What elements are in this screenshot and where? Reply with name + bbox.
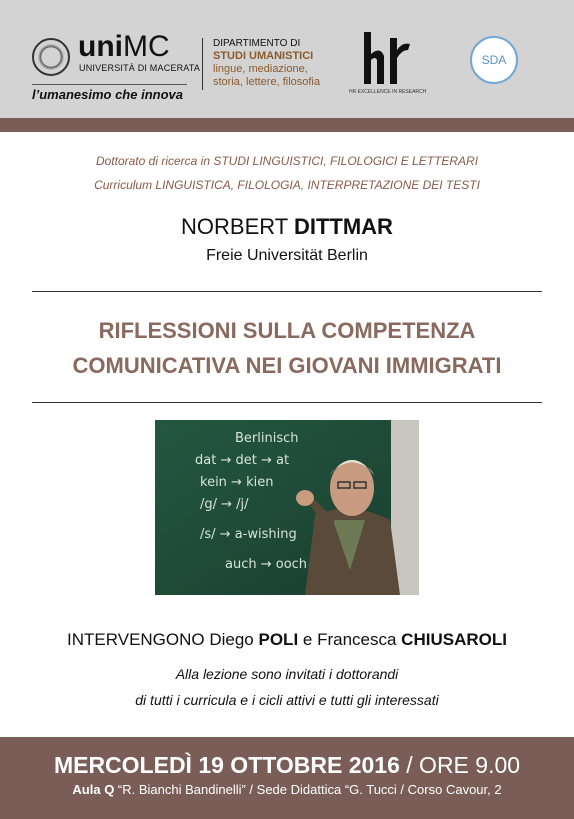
hr-caption: HR EXCELLENCE IN RESEARCH — [349, 89, 427, 95]
brown-band — [0, 118, 574, 132]
board-line-3: kein → kien — [200, 475, 274, 490]
event-location: Aula Q “R. Bianchi Bandinelli” / Sede Didattica “G. Tucci / Corso Cavour, 2 — [72, 782, 502, 797]
unimc-logo: uniMC — [78, 30, 170, 63]
tagline: l’umanesimo che innova — [32, 84, 187, 102]
speaker-name: NORBERT DITTMAR — [181, 214, 393, 239]
dept-line-2: STUDI UMANISTICI — [213, 50, 314, 62]
divider-top — [32, 291, 542, 292]
divider-bottom — [32, 402, 542, 403]
header-bar — [0, 0, 574, 118]
university-name: UNIVERSITÀ DI MACERATA — [79, 63, 201, 73]
invite-line-2: di tutti i curricula e i cicli attivi e tutti gli interessati — [135, 692, 439, 708]
board-line-5: /s/ → a-wishing — [200, 527, 297, 542]
board-line-1: Berlinisch — [235, 431, 299, 446]
sda-logo: SDA — [470, 36, 518, 84]
lecture-title-line-2: COMUNICATIVA NEI GIOVANI IMMIGRATI — [72, 353, 502, 378]
speakers-note: INTERVENGONO Diego POLI e Francesca CHIUSAROLI — [67, 630, 507, 649]
program-line-1: Dottorato di ricerca in STUDI LINGUISTICI, FILOLOGICI E LETTERARI — [95, 154, 479, 168]
program-line-2: Curriculum LINGUISTICA, FILOLOGIA, INTERPRETAZIONE DEI TESTI — [94, 178, 480, 192]
speaker-affiliation: Freie Universität Berlin — [206, 247, 368, 264]
event-date: MERCOLEDÌ 19 OTTOBRE 2016 / ORE 9.00 — [53, 752, 521, 778]
blackboard-photo-image — [155, 420, 419, 595]
speaker-photo — [155, 420, 419, 595]
dept-line-4: storia, lettere, filosofia — [213, 76, 320, 88]
board-line-2: dat → det → at — [195, 453, 290, 468]
invite-line-1: Alla lezione sono invitati i dottorandi — [175, 666, 399, 682]
board-line-6: auch → ooch — [225, 557, 308, 572]
board-line-4: /g/ → /j/ — [200, 497, 249, 512]
dept-line-1: DIPARTIMENTO DI — [213, 38, 301, 49]
lecture-title-line-1: RIFLESSIONI SULLA COMPETENZA — [98, 318, 476, 343]
header-divider — [202, 38, 203, 90]
hr-excellence-logo-icon — [350, 28, 422, 98]
university-seal-icon — [32, 38, 70, 76]
dept-line-3: lingue, mediazione, — [213, 63, 308, 75]
footer-bar — [0, 737, 574, 819]
department-block — [213, 37, 320, 89]
